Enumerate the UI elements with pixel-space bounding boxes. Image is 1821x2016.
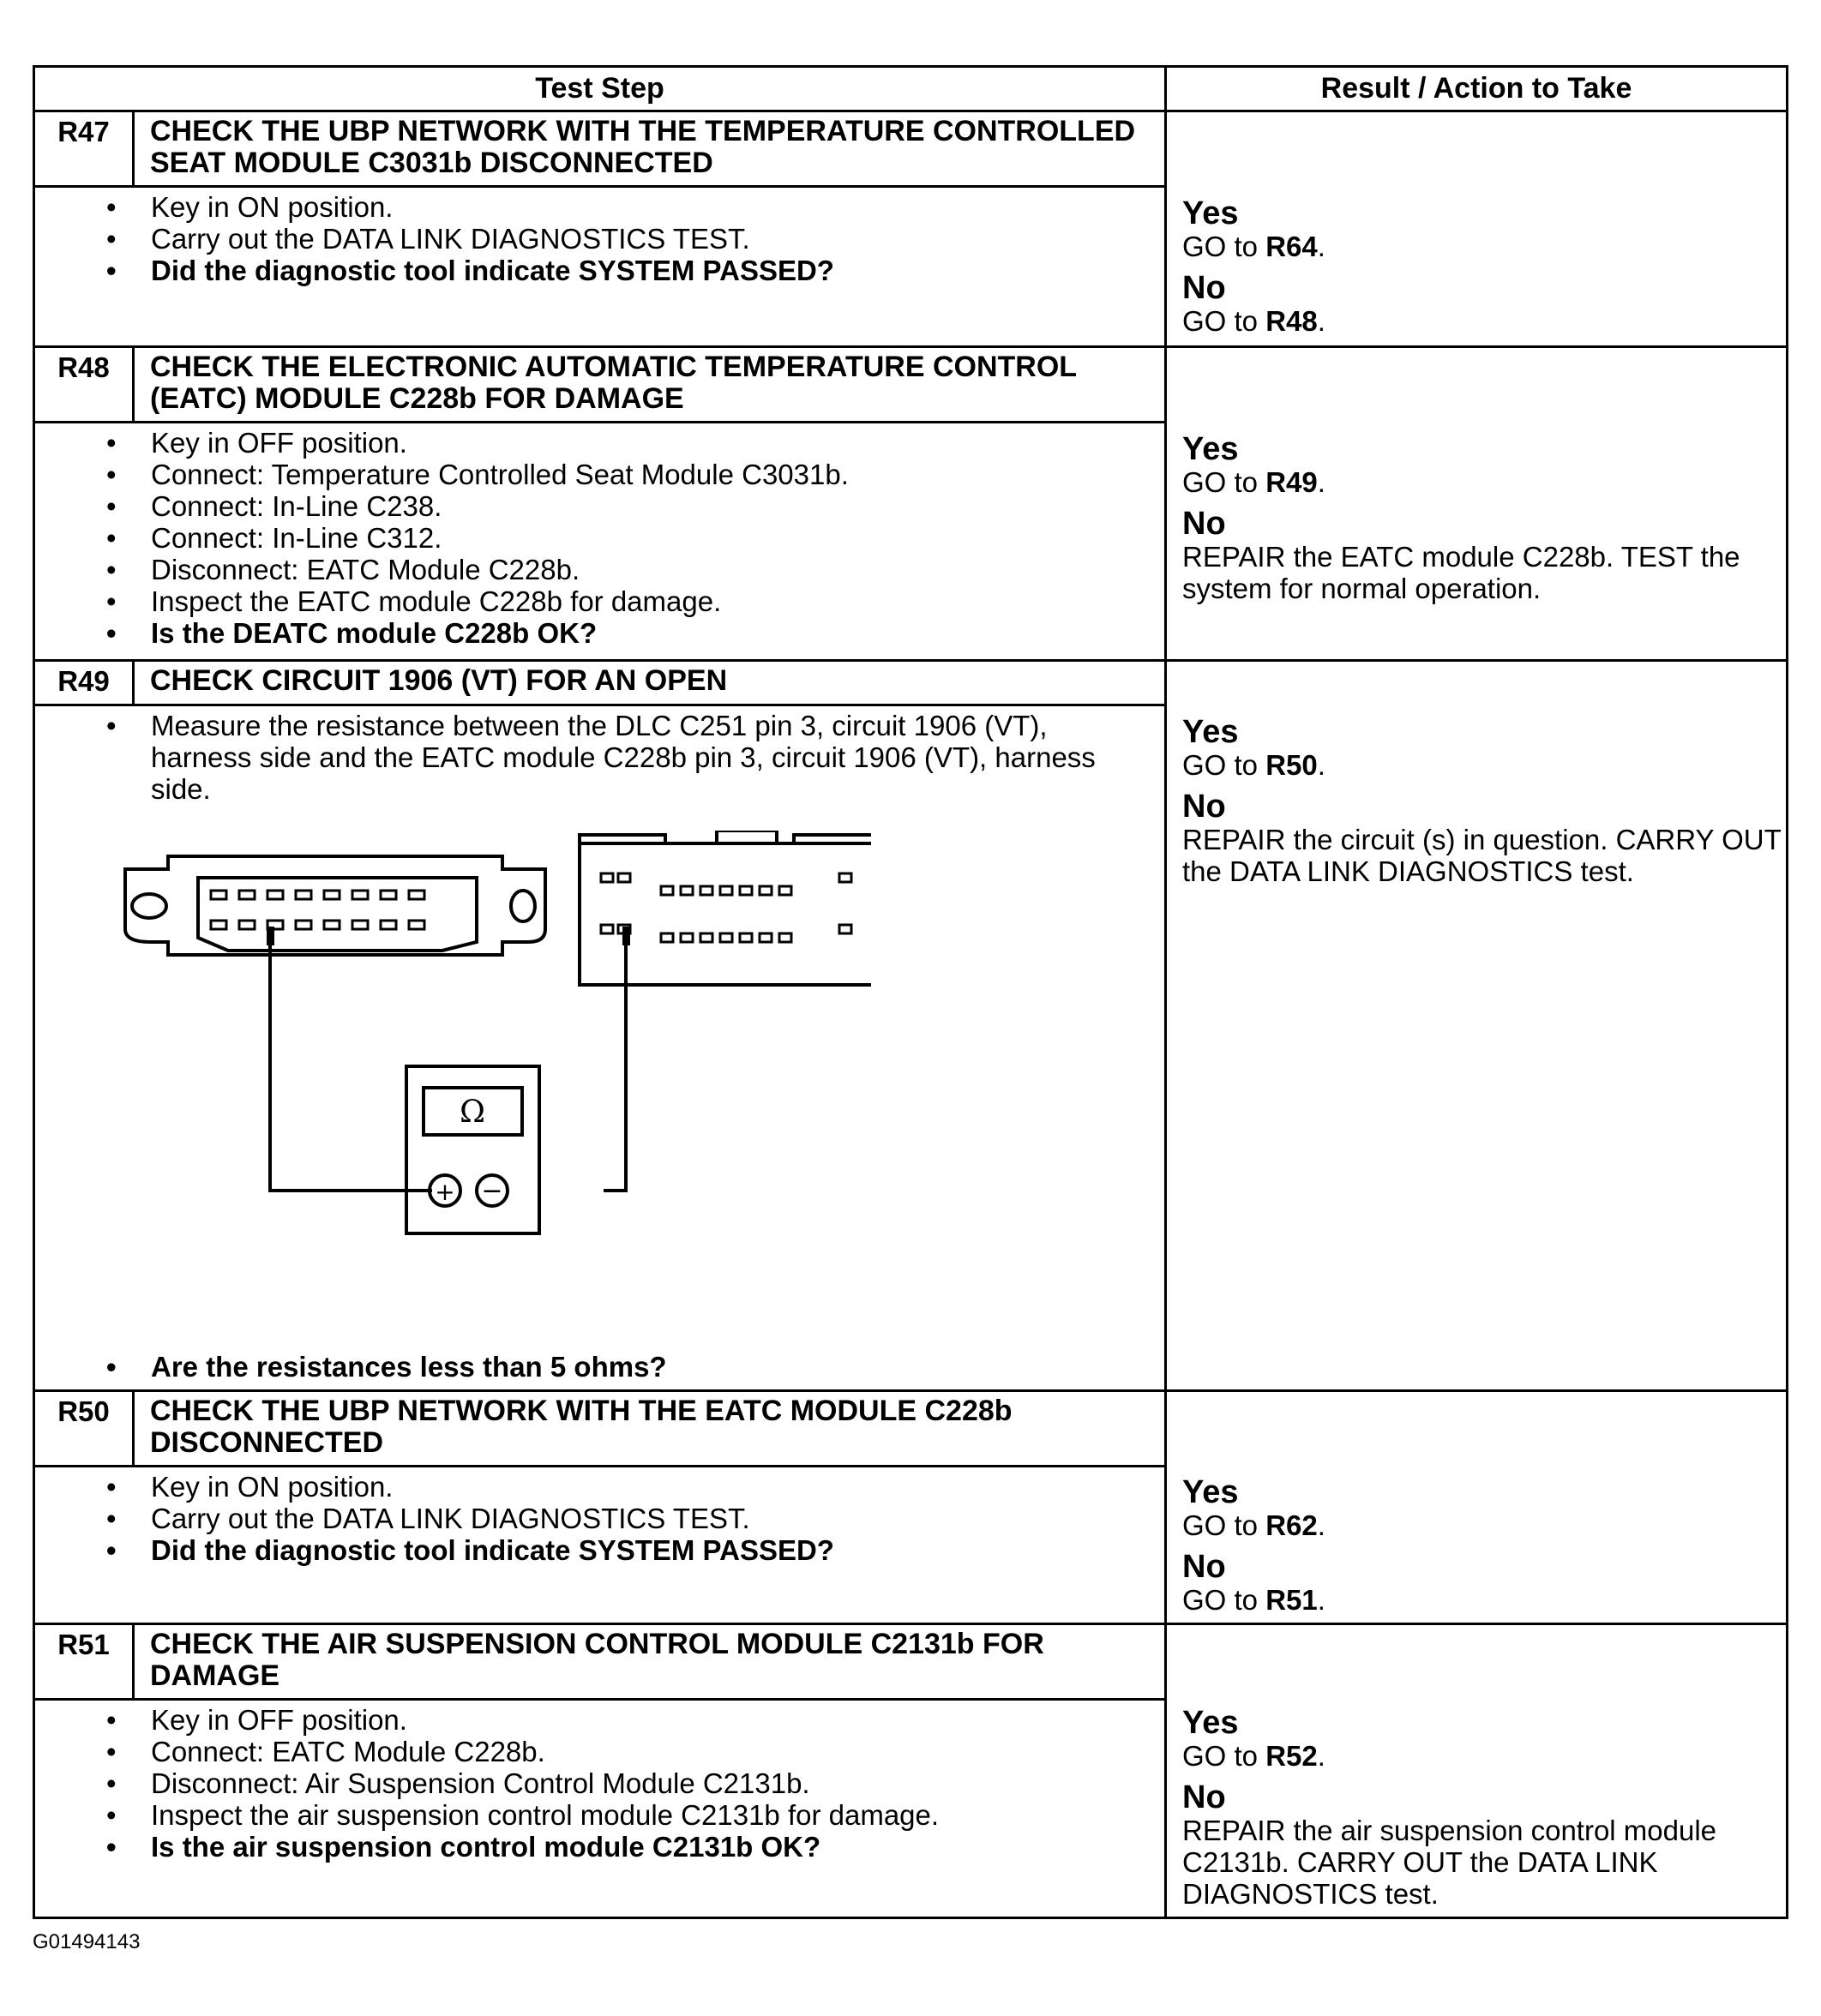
no-label: No	[1182, 270, 1226, 306]
step-bullet: • Key in OFF position.	[151, 1704, 1156, 1736]
yes-action: GO to R49.	[1182, 466, 1325, 498]
diagnostic-table	[33, 65, 1788, 1919]
step-question: • Are the resistances less than 5 ohms?	[151, 1351, 667, 1383]
no-label: No	[1182, 1549, 1226, 1585]
step-question: • Is the air suspension control module C2131b OK?	[151, 1831, 1156, 1863]
ohmmeter-body	[406, 1066, 539, 1233]
table-header	[35, 68, 1786, 112]
step-bullet: • Measure the resistance between the DLC C251 pin 3, circuit 1906 (VT), harness side and the EATC module C228b pin 3, circuit 1906 (VT), harness side.	[151, 710, 1156, 805]
yes-label: Yes	[1182, 714, 1239, 750]
no-action: REPAIR the circuit (s) in question. CARRY OUT the DATA LINK DIAGNOSTICS test.	[1182, 824, 1782, 887]
step-id: R47	[35, 112, 135, 185]
step-bullet: • Key in ON position.	[151, 1471, 1156, 1503]
step-bullet: • Connect: Temperature Controlled Seat Module C3031b.	[151, 459, 1156, 490]
step-bullet: • Connect: In-Line C312.	[151, 522, 1156, 554]
step-title: CHECK THE UBP NETWORK WITH THE TEMPERATURE CONTROLLED SEAT MODULE C3031b DISCONNECTED	[150, 115, 1136, 179]
step-r48	[35, 348, 1786, 662]
no-label: No	[1182, 506, 1226, 542]
dlc-connector-outline	[125, 856, 545, 955]
dlc-mount-hole-left	[132, 894, 166, 918]
step-title: CHECK THE ELECTRONIC AUTOMATIC TEMPERATURE CONTROL (EATC) MODULE C228b FOR DAMAGE	[150, 351, 1077, 415]
figure-code: G01494143	[33, 1930, 141, 1953]
step-bullet: • Inspect the air suspension control module C2131b for damage.	[151, 1799, 1156, 1831]
step-bullet: • Disconnect: Air Suspension Control Module C2131b.	[151, 1767, 1156, 1799]
result-header: Result / Action to Take	[1320, 72, 1632, 105]
step-bullet: • Key in OFF position.	[151, 427, 1156, 459]
step-id: R50	[35, 1392, 135, 1465]
step-title: CHECK CIRCUIT 1906 (VT) FOR AN OPEN	[150, 664, 728, 697]
step-bullet: • Disconnect: EATC Module C228b.	[151, 554, 1156, 585]
step-question: • Is the DEATC module C228b OK?	[151, 617, 1156, 649]
yes-label: Yes	[1182, 1705, 1239, 1741]
resistance-measurement-diagram	[99, 831, 871, 1276]
yes-action: GO to R52.	[1182, 1740, 1325, 1772]
step-bullet: • Carry out the DATA LINK DIAGNOSTICS TEST.	[151, 223, 1156, 255]
minus-sign: −	[481, 1176, 503, 1206]
dlc-pin-body	[198, 878, 477, 951]
step-r50	[35, 1392, 1786, 1625]
no-action: REPAIR the air suspension control module C2131b. CARRY OUT the DATA LINK DIAGNOSTICS test.	[1182, 1815, 1717, 1910]
step-question: • Did the diagnostic tool indicate SYSTEM PASSED?	[151, 255, 1156, 286]
no-action: REPAIR the EATC module C228b. TEST the system for normal operation.	[1182, 541, 1740, 604]
step-id: R48	[35, 348, 135, 421]
step-id: R49	[35, 662, 135, 704]
step-bullet: • Key in ON position.	[151, 191, 1156, 223]
step-r49	[35, 662, 1786, 1392]
step-question: • Did the diagnostic tool indicate SYSTEM PASSED?	[151, 1534, 1156, 1566]
wiring-diagram	[99, 831, 871, 1276]
yes-action: GO to R64.	[1182, 231, 1325, 262]
step-bullet: • Carry out the DATA LINK DIAGNOSTICS TEST.	[151, 1503, 1156, 1534]
step-r47	[35, 112, 1786, 348]
yes-label: Yes	[1182, 195, 1239, 231]
no-action: GO to R48.	[1182, 305, 1325, 337]
step-bullet: • Connect: EATC Module C228b.	[151, 1736, 1156, 1767]
no-label: No	[1182, 789, 1226, 825]
dlc-mount-hole-right	[511, 891, 535, 921]
negative-lead-wire	[604, 942, 626, 1191]
eatc-connector-outline	[580, 843, 871, 985]
yes-action: GO to R62.	[1182, 1509, 1325, 1541]
no-label: No	[1182, 1779, 1226, 1815]
step-title: CHECK THE UBP NETWORK WITH THE EATC MODULE C228b DISCONNECTED	[150, 1395, 1013, 1459]
ohm-symbol: Ω	[460, 1095, 485, 1130]
no-action: GO to R51.	[1182, 1584, 1325, 1616]
yes-label: Yes	[1182, 431, 1239, 467]
yes-action: GO to R50.	[1182, 749, 1325, 781]
step-r51	[35, 1625, 1786, 1917]
step-bullet: • Connect: In-Line C238.	[151, 490, 1156, 522]
test-step-header: Test Step	[35, 68, 1167, 110]
step-bullet: • Inspect the EATC module C228b for damage.	[151, 585, 1156, 617]
plus-sign: +	[435, 1178, 455, 1206]
step-title: CHECK THE AIR SUSPENSION CONTROL MODULE C2131b FOR DAMAGE	[150, 1628, 1044, 1692]
yes-label: Yes	[1182, 1474, 1239, 1510]
step-id: R51	[35, 1625, 135, 1698]
